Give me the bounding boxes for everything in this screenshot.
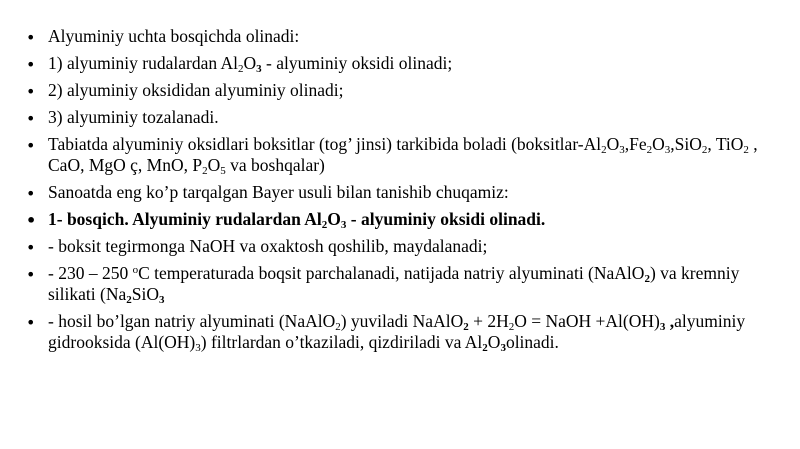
bullet-item-7	[24, 209, 776, 230]
subscript: 3	[659, 321, 666, 333]
subscript: 2	[482, 342, 488, 354]
bullet-text: O	[327, 209, 341, 229]
bullet-text: ) filtrlardan o’tkaziladi, qizdiriladi va Al	[200, 332, 483, 352]
subscript: 2	[644, 273, 650, 285]
subscript: 2	[126, 294, 132, 306]
bullet-dot-icon: •	[26, 313, 36, 332]
bullet-text: - hosil bo’lgan natriy alyuminati (NaAlO	[48, 311, 336, 331]
bullet-text: 3) alyuminiy tozalanadi.	[48, 107, 219, 127]
bullet-text: - alyuminiy oksidi olinadi.	[346, 209, 546, 229]
bullet-dot-icon: •	[26, 238, 36, 257]
bullet-text: C temperaturada boqsit parchalanadi, natijada natriy alyuminati (NaAlO	[138, 263, 645, 283]
bullet-text: Sanoatda eng ko’p tarqalgan Bayer usuli bilan tanishib chuqamiz:	[48, 182, 509, 202]
subscript: 2	[743, 144, 749, 156]
bullet-item-5	[24, 134, 776, 176]
superscript: o	[132, 264, 139, 276]
subscript: 3	[500, 342, 506, 354]
bullet-item-1	[24, 26, 776, 47]
subscript: 2	[646, 144, 653, 156]
bullet-text: O	[652, 134, 665, 154]
bullet-text: 1- bosqich. Alyuminiy rudalardan Al	[48, 209, 322, 229]
subscript: 2	[238, 63, 244, 75]
bullet-text: 1) alyuminiy rudalardan Al	[48, 53, 239, 73]
subscript: 3	[158, 294, 165, 306]
bullet-text: O	[243, 53, 257, 73]
bullet-dot-icon: •	[26, 265, 36, 284]
bullet-list	[24, 26, 776, 359]
bullet-dot-icon: •	[26, 109, 36, 128]
bullet-text: ,Fe	[624, 134, 647, 154]
bullet-dot-icon: •	[26, 136, 36, 155]
bullet-text: - alyuminiy oksidi olinadi;	[261, 53, 453, 73]
bullet-text: va boshqalar)	[225, 155, 325, 175]
bullet-text: ,	[665, 311, 675, 331]
bullet-text: 2) alyuminiy oksididan alyuminiy olinadi;	[48, 80, 344, 100]
bullet-item-8	[24, 236, 776, 257]
subscript: 2	[508, 321, 515, 333]
bullet-text: ) yuviladi NaAlO	[340, 311, 464, 331]
subscript: 2	[321, 219, 328, 231]
bullet-text: ) va kremniy silikati (Na	[48, 263, 740, 304]
bullet-text: SiO	[131, 284, 159, 304]
subscript: 3	[195, 342, 201, 354]
bullet-text: - boksit tegirmonga NaOH va oxaktosh qoshilib, maydalanadi;	[48, 236, 488, 256]
subscript: 2	[701, 144, 708, 156]
bullet-item-4	[24, 107, 776, 128]
subscript: 3	[619, 144, 625, 156]
bullet-dot-icon: •	[26, 184, 36, 203]
bullet-dot-icon: •	[26, 55, 36, 74]
bullet-text: ,SiO	[670, 134, 702, 154]
subscript: 2	[463, 321, 469, 333]
bullet-item-9	[24, 263, 776, 305]
subscript: 3	[340, 219, 347, 231]
bullet-text: - 230 – 250	[48, 263, 133, 283]
bullet-text: olinadi.	[505, 332, 559, 352]
subscript: 5	[220, 165, 226, 177]
subscript: 2	[601, 144, 607, 156]
bullet-item-2	[24, 53, 776, 74]
subscript: 2	[202, 165, 208, 177]
bullet-dot-icon: •	[26, 82, 36, 101]
bullet-text: Alyuminiy uchta bosqichda olinadi:	[48, 26, 300, 46]
bullet-text: O	[207, 155, 221, 175]
bullet-dot-icon: •	[26, 211, 37, 230]
bullet-item-6	[24, 182, 776, 203]
subscript: 3	[256, 63, 262, 75]
bullet-text: O = NaOH +Al(OH)	[514, 311, 660, 331]
bullet-item-3	[24, 80, 776, 101]
bullet-text: O	[487, 332, 501, 352]
subscript: 2	[335, 321, 341, 333]
bullet-text: + 2H	[468, 311, 509, 331]
bullet-text: O	[606, 134, 620, 154]
bullet-text: Tabiatda alyuminiy oksidlari boksitlar (tog’ jinsi) tarkibida boladi (boksitlar-Al	[48, 134, 602, 154]
bullet-text: , CaO, MgO ç, MnO, P	[48, 134, 758, 175]
bullet-text: , TiO	[707, 134, 744, 154]
bullet-dot-icon: •	[26, 28, 36, 47]
bullet-text: alyuminiy gidrooksida (Al(OH)	[48, 311, 746, 352]
bullet-item-10	[24, 311, 776, 353]
subscript: 3	[664, 144, 671, 156]
